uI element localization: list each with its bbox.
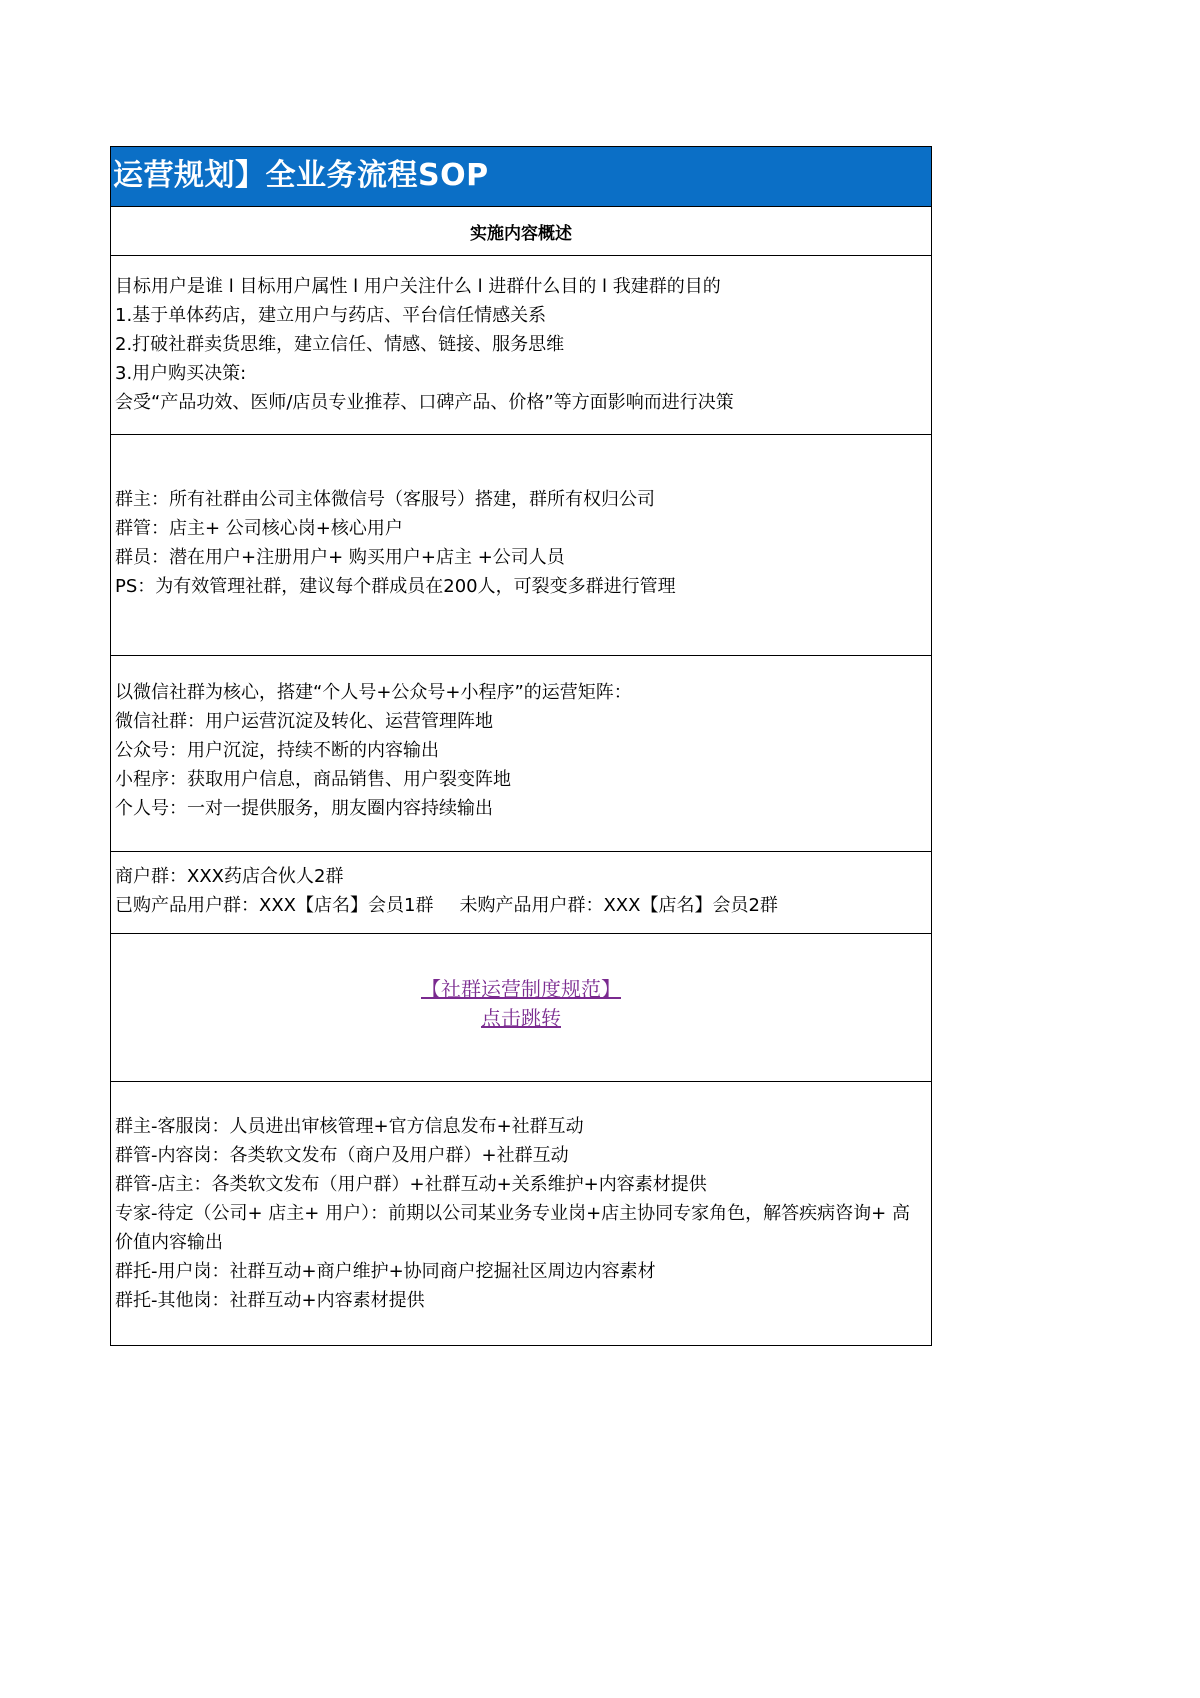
text-line: 群托-其他岗：社群互动+内容素材提供	[115, 1290, 425, 1311]
text-line: 目标用户是谁 l 目标用户属性 l 用户关注什么 l 进群什么目的 l 我建群的目的	[115, 276, 721, 297]
roles-cell	[111, 434, 931, 655]
column-header: 实施内容概述	[470, 223, 572, 244]
matrix-cell	[111, 655, 931, 851]
text-line: 2.打破社群卖货思维，建立信任、情感、链接、服务思维	[115, 334, 565, 355]
text-line: 以微信社群为核心，搭建“个人号+公众号+小程序”的运营矩阵：	[115, 682, 632, 703]
text-line: 群主：所有社群由公司主体微信号（客服号）搭建，群所有权归公司	[115, 489, 655, 510]
text-line: 商户群：XXX药店合伙人2群	[115, 866, 344, 887]
target-users-cell	[111, 255, 931, 434]
purchased-group-name: 已购产品用户群：XXX【店名】会员1群	[115, 895, 434, 916]
jump-link[interactable]: 点击跳转	[481, 1005, 561, 1030]
rules-link[interactable]: 【社群运营制度规范】	[421, 976, 621, 1001]
group-names-cell	[111, 851, 931, 933]
sop-sheet	[110, 146, 932, 1346]
text-line: 群托-用户岗：社群互动+商户维护+协同商户挖掘社区周边内容素材	[115, 1261, 656, 1282]
text-line: 个人号：一对一提供服务，朋友圈内容持续输出	[115, 798, 493, 819]
text-line: 群主-客服岗：人员进出审核管理+官方信息发布+社群互动	[115, 1116, 584, 1137]
text-line: 微信社群：用户运营沉淀及转化、运营管理阵地	[115, 711, 493, 732]
text-line: 小程序：获取用户信息，商品销售、用户裂变阵地	[115, 769, 511, 790]
positions-cell	[111, 1081, 931, 1345]
text-line: 群管-店主：各类软文发布（用户群）+社群互动+关系维护+内容素材提供	[115, 1174, 707, 1195]
text-line: 群管-内容岗：各类软文发布（商户及用户群）+社群互动	[115, 1145, 569, 1166]
text-line: PS：为有效管理社群，建议每个群成员在200人，可裂变多群进行管理	[115, 576, 676, 597]
text-line: 群员：潜在用户+注册用户+ 购买用户+店主 +公司人员	[115, 547, 565, 568]
page-title: 运营规划】全业务流程SOP	[113, 158, 489, 193]
text-line	[115, 891, 927, 920]
unpurchased-group-name: 未购产品用户群：XXX【店名】会员2群	[459, 895, 778, 916]
text-line: 公众号：用户沉淀，持续不断的内容输出	[115, 740, 439, 761]
link-cell	[111, 933, 931, 1081]
table-header-row	[111, 207, 931, 255]
title-bar	[110, 146, 932, 206]
text-line: 1.基于单体药店，建立用户与药店、平台信任情感关系	[115, 305, 547, 326]
text-line: 会受“产品功效、医师/店员专业推荐、口碑产品、价格”等方面影响而进行决策	[115, 392, 734, 413]
text-line: 专家-待定（公司+ 店主+ 用户）：前期以公司某业务专业岗+店主协同专家角色，解答疾病咨询+ 高价值内容输出	[115, 1203, 910, 1253]
text-line: 3.用户购买决策:	[115, 363, 247, 384]
text-line: 群管：店主+ 公司核心岗+核心用户	[115, 518, 403, 539]
content-table	[110, 206, 932, 1346]
